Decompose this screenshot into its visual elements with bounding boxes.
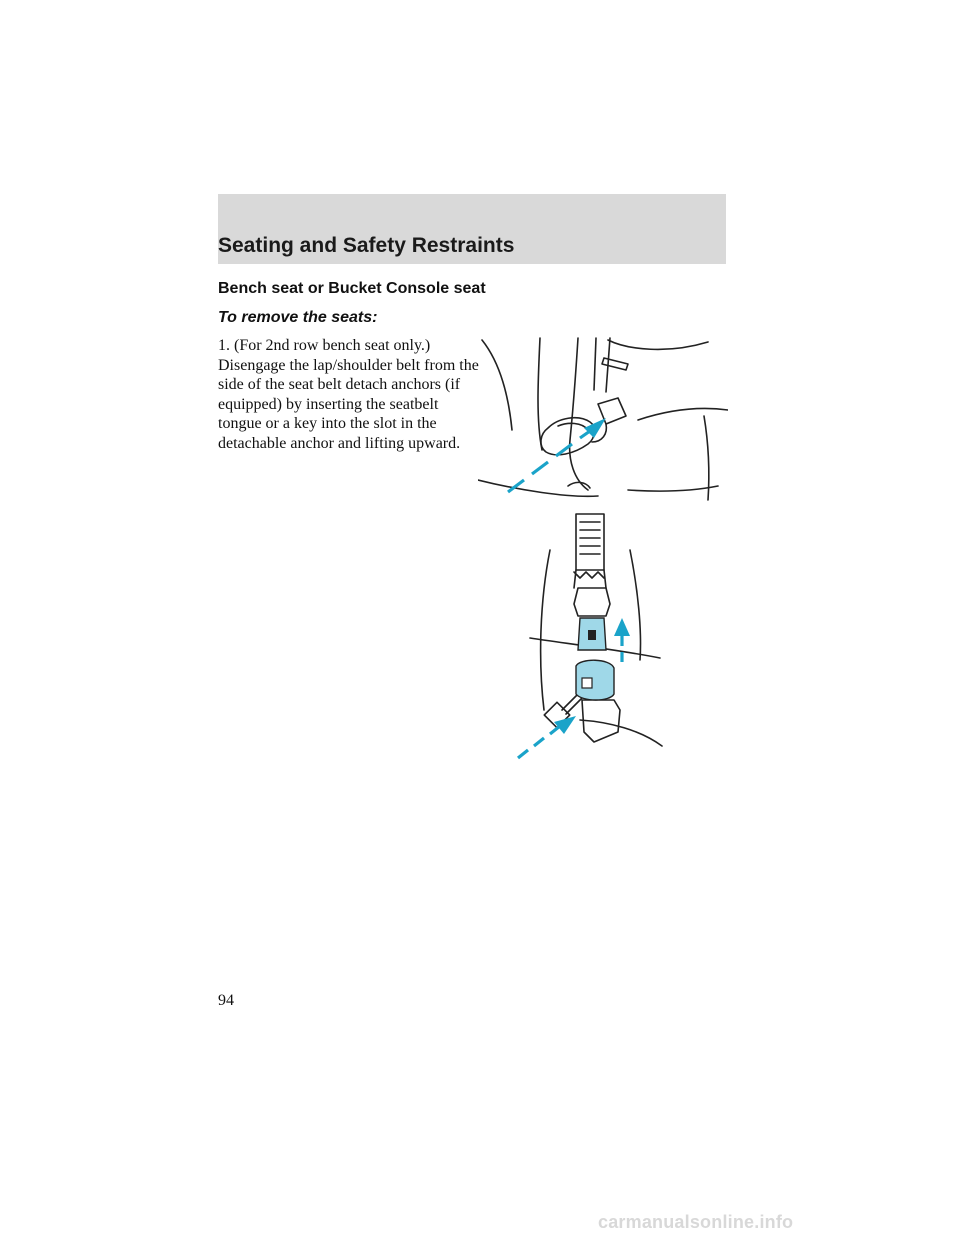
subheading: Bench seat or Bucket Console seat — [218, 280, 486, 297]
section-title: Seating and Safety Restraints — [218, 234, 515, 257]
page-number: 94 — [218, 992, 234, 1009]
step-1-text: 1. (For 2nd row bench seat only.) Disengage the lap/shoulder belt from the side of the seat belt detach anchors (if equipped) by inserting the seatbelt tongue or a key into the slot in the detachable anchor and lifting upward. — [218, 337, 479, 452]
belt-tongue-illustration — [478, 330, 728, 502]
watermark: carmanualsonline.info — [598, 1212, 794, 1232]
key-anchor-illustration — [510, 510, 670, 762]
procedure-title: To remove the seats: — [218, 309, 378, 326]
